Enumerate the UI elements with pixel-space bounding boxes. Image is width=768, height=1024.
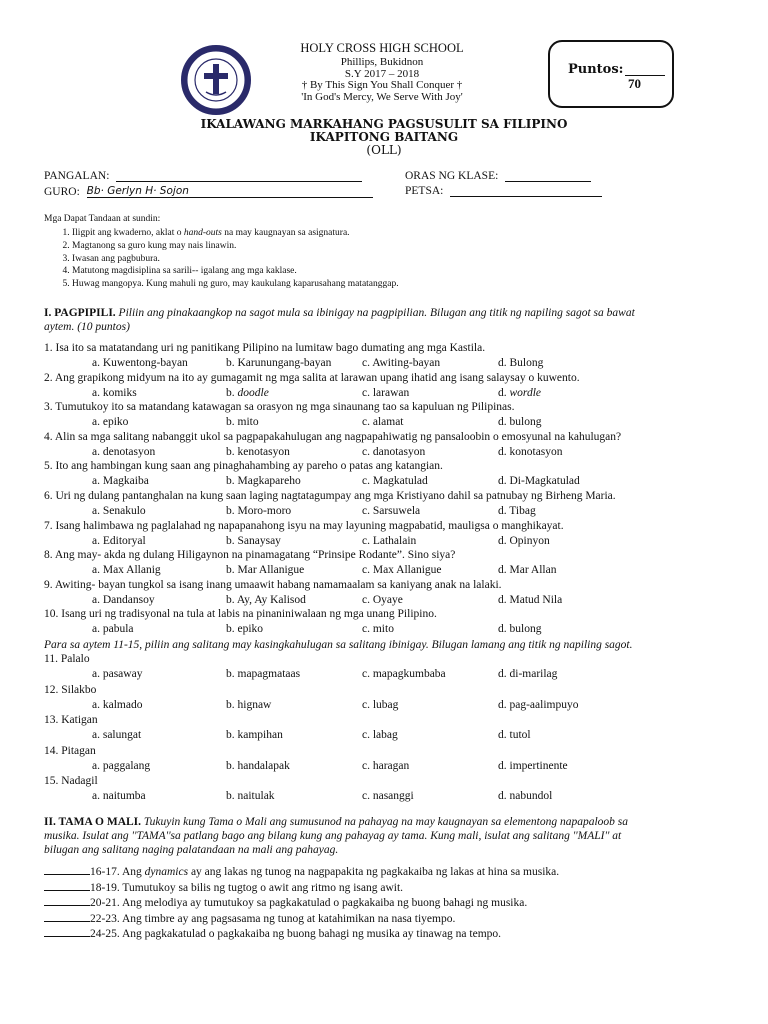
vocab-word: 13. Katigan xyxy=(44,714,98,726)
term-emphasis: dynamics xyxy=(144,866,189,878)
option-a[interactable]: a. Editoryal xyxy=(92,534,146,547)
option-d[interactable]: d. Opinyon xyxy=(498,534,550,547)
option-b[interactable]: b. mito xyxy=(226,416,259,429)
date-blank[interactable] xyxy=(450,196,602,197)
option-c[interactable]: c. haragan xyxy=(362,759,410,772)
name-blank[interactable] xyxy=(116,181,362,182)
rule-item: 3. Iwasan ang pagbubura. xyxy=(72,253,744,266)
option-a[interactable]: a. Dandansoy xyxy=(92,593,155,606)
option-d[interactable]: d. konotasyon xyxy=(498,445,563,458)
score-box xyxy=(548,40,674,108)
part1-instruction: Piliin ang pinakaangkop na sagot mula sa ibinigay na pagpipilian. Bilugan ang titik ng napiling sagot sa bawat xyxy=(118,307,635,319)
option-b[interactable]: b. Mar Allanigue xyxy=(226,564,305,577)
option-d[interactable]: d. tutol xyxy=(498,729,531,741)
option-c[interactable]: c. Awiting-bayan xyxy=(362,357,441,369)
vocab-instruction xyxy=(44,639,633,651)
option-a[interactable]: a. Kuwentong-bayan xyxy=(92,357,188,369)
option-a[interactable]: a. Max Allanig xyxy=(92,564,161,577)
option-a[interactable]: a. epiko xyxy=(92,416,129,429)
school-seal-logo xyxy=(180,44,252,116)
true-false-item: 20-21. Ang melodiya ay tumutukoy sa pagkakatulad o pagkakaiba ng buong bahagi ng musika. xyxy=(44,897,527,909)
option-d[interactable]: d. Bulong xyxy=(498,357,544,369)
vocab-word: 11. Palalo xyxy=(44,653,90,665)
part2-header xyxy=(44,815,734,857)
part1-title: I. PAGPIPILI. xyxy=(44,307,116,319)
option-a[interactable]: a. pabula xyxy=(92,623,134,636)
rule-item: 2. Magtanong sa guro kung may nais linawin. xyxy=(72,240,744,253)
name-label: PANGALAN: xyxy=(44,170,110,182)
question-text: 4. Alin sa mga salitang nabanggit ukol sa pagpapakahulugan ang nagpapahiwatig ng pansaloobin o emosyunal na kahulugan? xyxy=(44,430,622,443)
answer-blank[interactable] xyxy=(44,874,90,875)
question-text: 6. Uri ng dulang pantanghalan na kung saan laging nagtatagumpay ang mga Kristiyano dahil sa patnubay ng Birheng Maria. xyxy=(44,490,616,502)
vocab-word: 15. Nadagil xyxy=(44,775,98,787)
option-c[interactable]: c. mapagkumbaba xyxy=(362,668,446,680)
school-name: HOLY CROSS HIGH SCHOOL xyxy=(300,41,464,55)
exam-titles xyxy=(140,118,628,157)
part2-instruction-2: musika. Isulat ang ''TAMA''sa patlang bago ang bilang kung ang pahayag ay tama. Kung mali, isulat ang salitang ''MALI'' at xyxy=(44,830,622,842)
answer-blank[interactable] xyxy=(44,921,90,922)
question-text: 1. Isa ito sa matatandang uri ng panitikang Pilipino na lumitaw bago dumating ang mga Kastila. xyxy=(44,342,486,354)
option-b[interactable]: b. mapagmataas xyxy=(226,668,301,680)
option-c[interactable]: c. Max Allanigue xyxy=(362,564,442,577)
option-d[interactable]: d. Mar Allan xyxy=(498,564,557,577)
answer-blank[interactable] xyxy=(44,905,90,906)
option-a[interactable]: a. paggalang xyxy=(92,759,151,772)
rule-item: 5. Huwag mangopya. Kung mahuli ng guro, may kaukulang kaparusahang matatanggap. xyxy=(72,278,744,291)
option-a[interactable]: a. kalmado xyxy=(92,698,143,711)
option-c[interactable]: c. nasanggi xyxy=(362,790,414,802)
option-c[interactable]: c. Oyaye xyxy=(362,593,403,606)
option-d[interactable]: d. bulong xyxy=(498,623,542,636)
option-d[interactable]: d. impertinente xyxy=(498,759,568,772)
option-a[interactable]: a. denotasyon xyxy=(92,445,156,458)
true-false-item: 24-25. Ang pagkakatulad o pagkakaiba ng buong bahagi ng musika ay tinawag na tempo. xyxy=(44,928,501,940)
option-c[interactable]: c. Magkatulad xyxy=(362,475,428,488)
option-d[interactable]: d. pag-aalimpuyo xyxy=(498,698,579,711)
option-c[interactable]: c. alamat xyxy=(362,416,404,429)
class-time-label: ORAS NG KLASE: xyxy=(405,170,499,182)
date-field-row xyxy=(405,185,602,197)
teacher-value: Bb· Gerlyn H· Sojon xyxy=(87,185,373,198)
part1-header xyxy=(44,306,734,334)
date-label: PETSA: xyxy=(405,185,444,197)
name-field-row xyxy=(44,170,362,182)
true-false-item: 16-17. Ang dynamics ay ang lakas ng tunog na nagpapakita ng pagkakaiba ng lakas at hina sa musika. xyxy=(44,866,559,878)
answer-blank[interactable] xyxy=(44,890,90,891)
part2-title: II. TAMA O MALI. xyxy=(44,816,142,828)
question-text: 9. Awiting- bayan tungkol sa isang inang umaawit habang namamaalam sa kaniyang anak na lalaki. xyxy=(44,578,502,591)
option-b[interactable]: b. naitulak xyxy=(226,790,275,802)
option-d[interactable]: d. nabundol xyxy=(498,790,553,802)
true-false-item: 18-19. Tumutukoy sa bilis ng tugtog o awit ang ritmo ng isang awit. xyxy=(44,882,403,894)
class-time-blank[interactable] xyxy=(505,181,591,182)
option-text-italic: doodle xyxy=(237,386,269,399)
vocab-instruction-text: Para sa aytem 11-15, piliin ang salitang may kasingkahulugan sa salitang ibinigay. Bilugan lamang ang titik ng napiling sagot. xyxy=(44,639,633,651)
school-motto-1: † By This Sign You Shall Conquer † xyxy=(301,79,463,91)
option-c[interactable]: c. Sarsuwela xyxy=(362,505,421,517)
option-a[interactable]: a. pasaway xyxy=(92,668,143,680)
option-c[interactable]: c. labag xyxy=(362,729,398,741)
part2-instruction-3: bilugan ang salitang naging palatandaan na mali ang pahayag. xyxy=(44,844,339,856)
school-motto-2: 'In God's Mercy, We Serve With Joy' xyxy=(301,90,463,103)
vocab-word: 14. Pitagan xyxy=(44,744,96,757)
part1-instruction-2: aytem. (10 puntos) xyxy=(44,321,130,333)
option-c[interactable]: c. larawan xyxy=(362,386,410,399)
option-b[interactable]: b. epiko xyxy=(226,623,264,636)
option-b[interactable]: b. doodle xyxy=(226,386,269,399)
option-b[interactable]: b. Magkapareho xyxy=(226,475,301,488)
option-b[interactable]: b. Moro-moro xyxy=(226,505,292,517)
option-d[interactable]: d. wordle xyxy=(498,386,542,399)
score-total: 70 xyxy=(628,76,641,91)
question-text: 2. Ang grapikong midyum na ito ay gumagamit ng mga salita at larawan upang ihatid ang isang salaysay o kuwento. xyxy=(44,371,580,384)
answer-blank[interactable] xyxy=(44,936,90,937)
option-b[interactable]: b. hignaw xyxy=(226,698,272,711)
option-text-italic: wordle xyxy=(509,386,542,399)
option-a[interactable]: a. Magkaiba xyxy=(92,475,149,488)
part2-instruction-1: Tukuyin kung Tama o Mali ang sumusunod na pahayag na may kaugnayan sa elementong napapaloob sa xyxy=(143,816,629,828)
vocab-word: 12. Silakbo xyxy=(44,683,97,696)
question-text: 8. Ang may- akda ng dulang Hiligaynon na pinamagatang “Prinsipe Rodante”. Sino siya? xyxy=(44,549,456,562)
rules-heading: Mga Dapat Tandaan at sundin: xyxy=(44,214,161,224)
option-b[interactable]: b. Ay, Ay Kalisod xyxy=(226,593,306,606)
rule-emphasis: hand-outs xyxy=(183,228,222,238)
option-a[interactable]: a. Senakulo xyxy=(92,505,146,517)
teacher-field-row xyxy=(44,185,373,198)
option-b[interactable]: b. Sanaysay xyxy=(226,534,281,547)
grade-level: IKAPITONG BAITANG xyxy=(309,130,459,144)
time-field-row xyxy=(405,170,591,182)
school-header xyxy=(270,41,494,103)
question-text: 10. Isang uri ng tradisyonal na tula at labis na pinaniniwalaan ng mga unang Pilipino. xyxy=(44,608,437,621)
option-a[interactable]: a. salungat xyxy=(92,729,142,741)
school-year: S.Y 2017 – 2018 xyxy=(344,67,420,80)
question-text: 5. Ito ang hambingan kung saan ang pinaghahambing ay pareho o patas ang katangian. xyxy=(44,460,443,473)
option-c[interactable]: c. mito xyxy=(362,623,394,636)
section-name: (OLL) xyxy=(366,143,402,157)
option-b[interactable]: b. Karunungang-bayan xyxy=(226,357,332,369)
option-a[interactable]: a. komiks xyxy=(92,386,137,399)
rule-item: 1. Iligpit ang kwaderno, aklat o hand-outs na may kaugnayan sa asignatura. xyxy=(72,227,744,240)
option-c[interactable]: c. danotasyon xyxy=(362,445,426,458)
rule-item: 4. Matutong magdisiplina sa sarili-- igalang ang mga kaklase. xyxy=(72,265,744,278)
option-d[interactable]: d. Di-Magkatulad xyxy=(498,475,580,488)
true-false-item: 22-23. Ang timbre ay ang pagsasama ng tunog at katahimikan na nasa tiyempo. xyxy=(44,913,455,925)
option-b[interactable]: b. kampihan xyxy=(226,729,283,741)
exam-rules xyxy=(44,214,744,291)
option-c[interactable]: c. lubag xyxy=(362,698,399,711)
exam-title: IKALAWANG MARKAHANG PAGSUSULIT SA FILIPINO xyxy=(200,117,568,131)
option-c[interactable]: c. Lathalain xyxy=(362,534,417,547)
option-d[interactable]: d. bulong xyxy=(498,416,542,429)
option-d[interactable]: d. di-marilag xyxy=(498,668,558,680)
option-b[interactable]: b. handalapak xyxy=(226,759,290,772)
question-text: 7. Isang halimbawa ng paglalahad ng napapanahong isyu na may layuning magpabatid, mauligsa o manghikayat. xyxy=(44,519,564,532)
option-d[interactable]: d. Tibag xyxy=(498,505,536,517)
score-label: Puntos: xyxy=(568,62,624,77)
school-location: Phillips, Bukidnon xyxy=(340,56,424,68)
rules-list xyxy=(44,227,744,291)
teacher-label: GURO: xyxy=(44,186,80,198)
option-a[interactable]: a. naitumba xyxy=(92,790,146,802)
option-b[interactable]: b. kenotasyon xyxy=(226,445,290,458)
question-text: 3. Tumutukoy ito sa matandang katawagan sa orasyon ng mga sinaunang tao sa kapuluan ng Pilipinas. xyxy=(44,401,515,414)
option-d[interactable]: d. Matud Nila xyxy=(498,593,563,606)
